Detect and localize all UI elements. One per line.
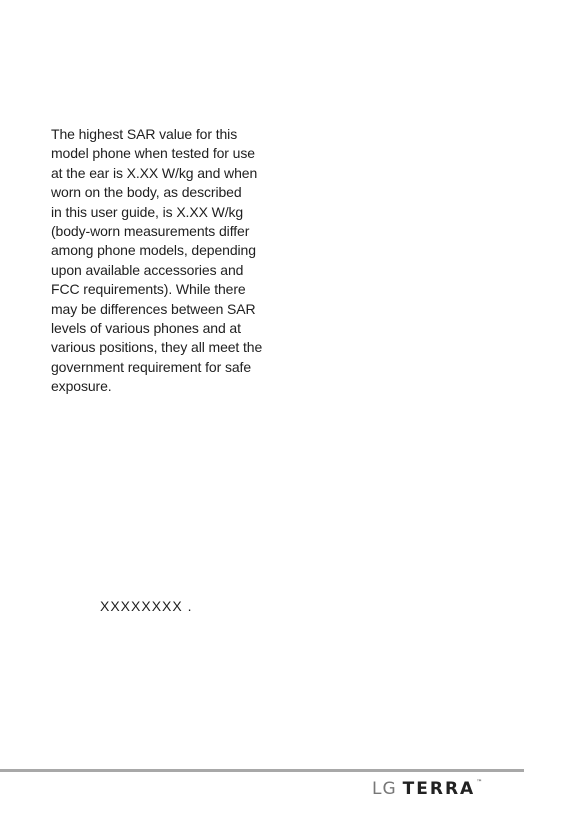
- paragraph-line: model phone when tested for use: [51, 145, 255, 162]
- paragraph-line: worn on the body, as described: [51, 184, 242, 201]
- paragraph-line: FCC requirements). While there: [51, 281, 246, 298]
- paragraph-line: government requirement for safe: [51, 358, 252, 375]
- paragraph-line: levels of various phones and at: [51, 320, 241, 337]
- paragraph-line: various positions, they all meet the: [51, 339, 263, 356]
- paragraph-line: The highest SAR value for this: [51, 126, 238, 142]
- paragraph-line: exposure.: [51, 378, 112, 395]
- brand-name: LG: [372, 779, 397, 799]
- footer-brand-logo: [372, 778, 482, 802]
- model-name: TERRA: [402, 779, 476, 799]
- footer-divider: [0, 769, 524, 772]
- paragraph-line: upon available accessories and: [51, 261, 244, 278]
- sar-paragraph: [51, 125, 281, 397]
- placeholder-code: XXXXXXXX .: [100, 598, 193, 614]
- trademark-symbol: ™: [476, 779, 483, 786]
- paragraph-line: (body-worn measurements differ: [51, 223, 250, 240]
- paragraph-line: in this user guide, is X.XX W/kg: [51, 203, 244, 220]
- paragraph-line: at the ear is X.XX W/kg and when: [51, 164, 258, 181]
- paragraph-line: may be differences between SAR: [51, 300, 256, 317]
- paragraph-line: among phone models, depending: [51, 242, 256, 259]
